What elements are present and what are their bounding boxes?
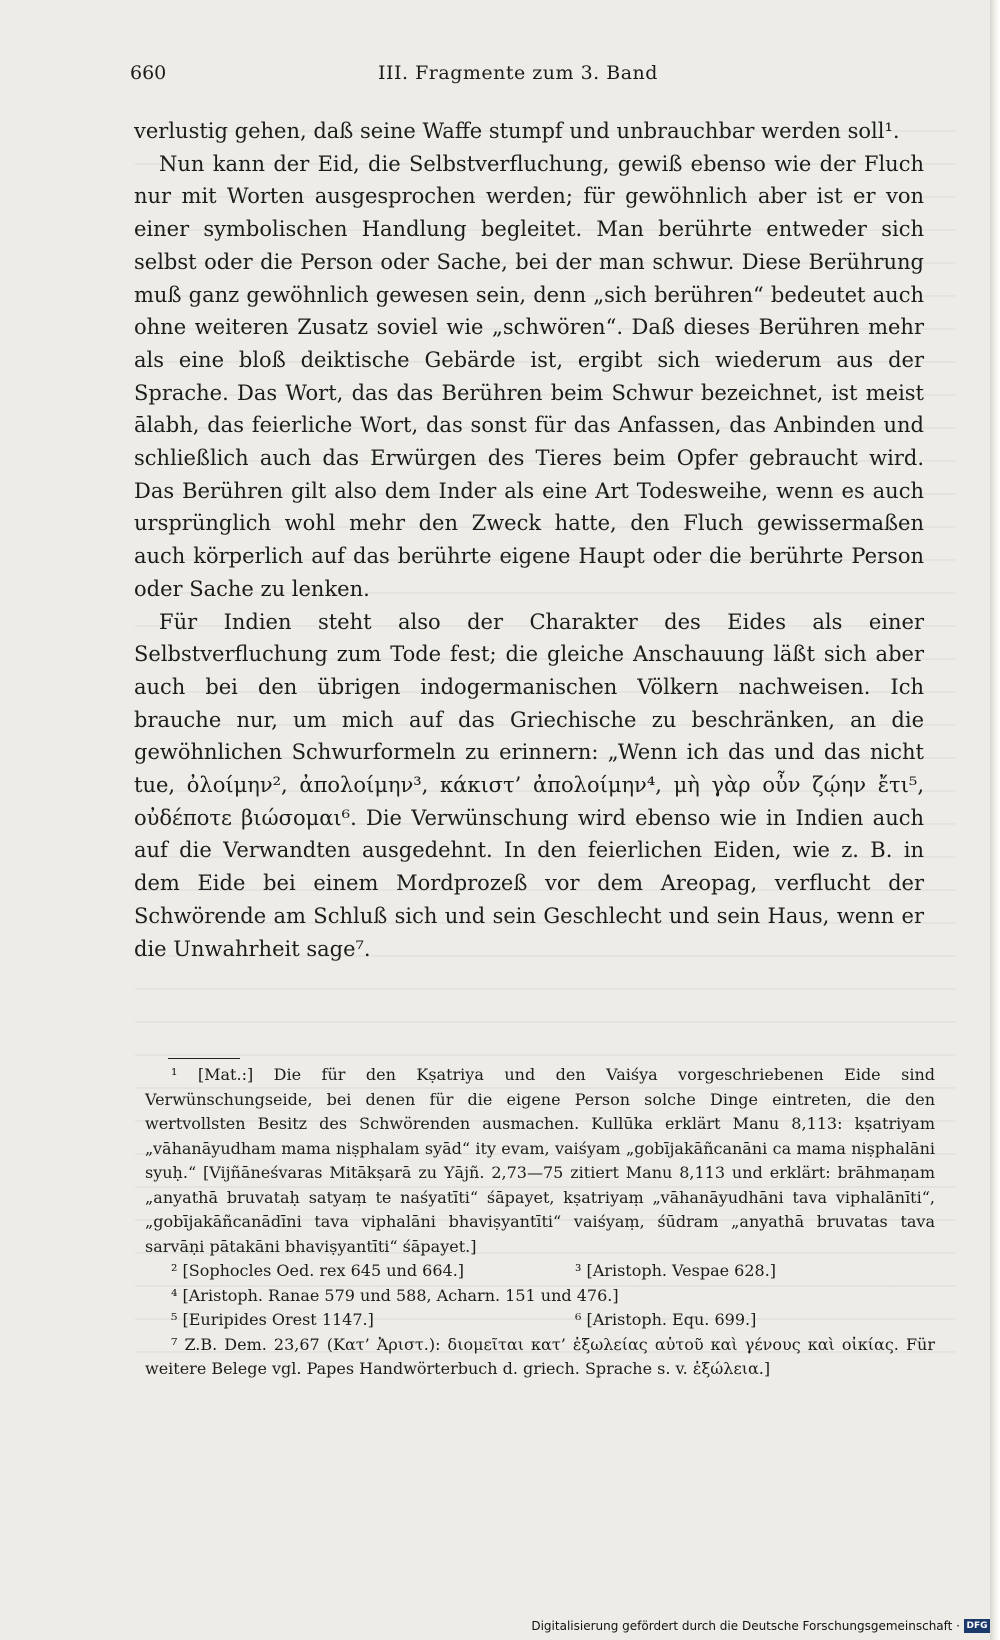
footnote-2: ² [Sophocles Oed. rex 645 und 664.] bbox=[171, 1261, 465, 1280]
main-text bbox=[134, 115, 924, 965]
footnote-separator bbox=[168, 1058, 240, 1059]
footnote-row-5-6 bbox=[145, 1308, 935, 1333]
footnote-4: ⁴ [Aristoph. Ranae 579 und 588, Acharn. 151 und 476.] bbox=[171, 1285, 619, 1305]
page-number: 660 bbox=[130, 62, 167, 84]
funding-credit: Digitalisierung gefördert durch die Deutsche Forschungsgemeinschaft · bbox=[531, 1619, 960, 1633]
footnote-3: ³ [Aristoph. Vespae 628.] bbox=[575, 1261, 777, 1280]
footnote-1: ¹ [Mat.:] Die für den Kṣatriya und den Vaiśya vorgeschriebenen Eide sind Verwünschungseide, bei denen für die eigene Person solche Dinge eintreten, die den wertvollsten Besitz des Schwörenden ausmachen. Kullūka erklärt Manu 8,113: kṣatriyam „vāhanāyudham mama niṣphalam syād“ ity evam, vaiśyam „gobījakāñcanāni ca mama niṣphalāni syuḥ.“ [Vijñāneśvaras Mitākṣarā zu Yājñ. 2,73—75 zitiert Manu 8,113 und erklärt: brāhmaṇam „anyathā bruvataḥ satyaṃ te naśyatīti“ śāpayet, kṣatriyaṃ „vāhanāyudhāni tava viphalānīti“, „gobījakāñcanādīni tava viphalāni bhaviṣyantīti“ vaiśyaṃ, śūdram „anyathā bruvatas tava sarvāṇi pātakāni bhaviṣyantīti“ śāpayet.] bbox=[145, 1065, 935, 1256]
footnote-row-2-3 bbox=[145, 1259, 935, 1284]
running-head: III. Fragmente zum 3. Band bbox=[378, 62, 658, 84]
footnote-7: ⁷ Z.B. Dem. 23,67 (Κατ’ Ἀριστ.): διομεῖται κατ’ ἐξωλείας αὑτοῦ καὶ γένους καὶ οἰκίας. Für weitere Belege vgl. Papes Handwörterbuch d. griech. Sprache s. v. ἐξώλεια.] bbox=[145, 1334, 935, 1378]
paragraph-3: Für Indien steht also der Charakter des Eides als einer Selbstverfluchung zum Tode fest; die gleiche Anschauung läßt sich aber auch bei den übrigen indogermanischen Völkern nachweisen. Ich brauche nur, um mich auf das Griechische zu beschränken, an die gewöhnlichen Schwurformeln zu erinnern: „Wenn ich das und das nicht tue, ὀλοίμην², ἀπολοίμην³, κάκιστ’ ἀπολοίμην⁴, μὴ γὰρ οὖν ζῴην ἔτι⁵, οὐδέποτε βιώσομαι⁶. Die Verwünschung wird ebenso wie in Indien auch auf die Verwandten ausgedehnt. In den feierlichen Eiden, wie z. B. in dem Eide bei einem Mordprozeß vor dem Areopag, verflucht der Schwörende am Schluß sich und sein Geschlecht und sein Haus, wenn er die Unwahrheit sage⁷. bbox=[134, 609, 924, 961]
dfg-logo-icon: DFG bbox=[964, 1619, 990, 1633]
footnote-6: ⁶ [Aristoph. Equ. 699.] bbox=[575, 1310, 757, 1329]
digitization-footer bbox=[531, 1619, 990, 1633]
paragraph-1: verlustig gehen, daß seine Waffe stumpf und unbrauchbar werden soll¹. bbox=[134, 119, 900, 143]
footnotes bbox=[145, 1063, 935, 1382]
page-header bbox=[130, 62, 940, 88]
paragraph-2: Nun kann der Eid, die Selbstverfluchung, gewiß ebenso wie der Fluch nur mit Worten ausgesprochen werden; für gewöhnlich aber ist er von einer symbolischen Handlung begleitet. Man berührte entweder sich selbst oder die Person oder Sache, bei der man schwur. Diese Berührung muß ganz gewöhnlich gewesen sein, denn „sich berühren“ bedeutet auch ohne weiteren Zusatz soviel wie „schwören“. Daß dieses Berühren mehr als eine bloß deiktische Gebärde ist, ergibt sich wiederum aus der Sprache. Das Wort, das das Berühren beim Schwur bezeichnet, ist meist ālabh, das feierliche Wort, das sonst für das Anfassen, das Anbinden und schließlich auch das Erwürgen des Tieres beim Opfer gebraucht wird. Das Berühren gilt also dem Inder als eine Art Todesweihe, wenn es auch ursprünglich wohl mehr den Zweck hatte, den Fluch gewissermaßen auch körperlich auf das berührte eigene Haupt oder die berührte Person oder Sache zu lenken. bbox=[134, 151, 924, 601]
page-edge bbox=[990, 0, 1000, 1640]
footnote-5: ⁵ [Euripides Orest 1147.] bbox=[171, 1310, 374, 1329]
